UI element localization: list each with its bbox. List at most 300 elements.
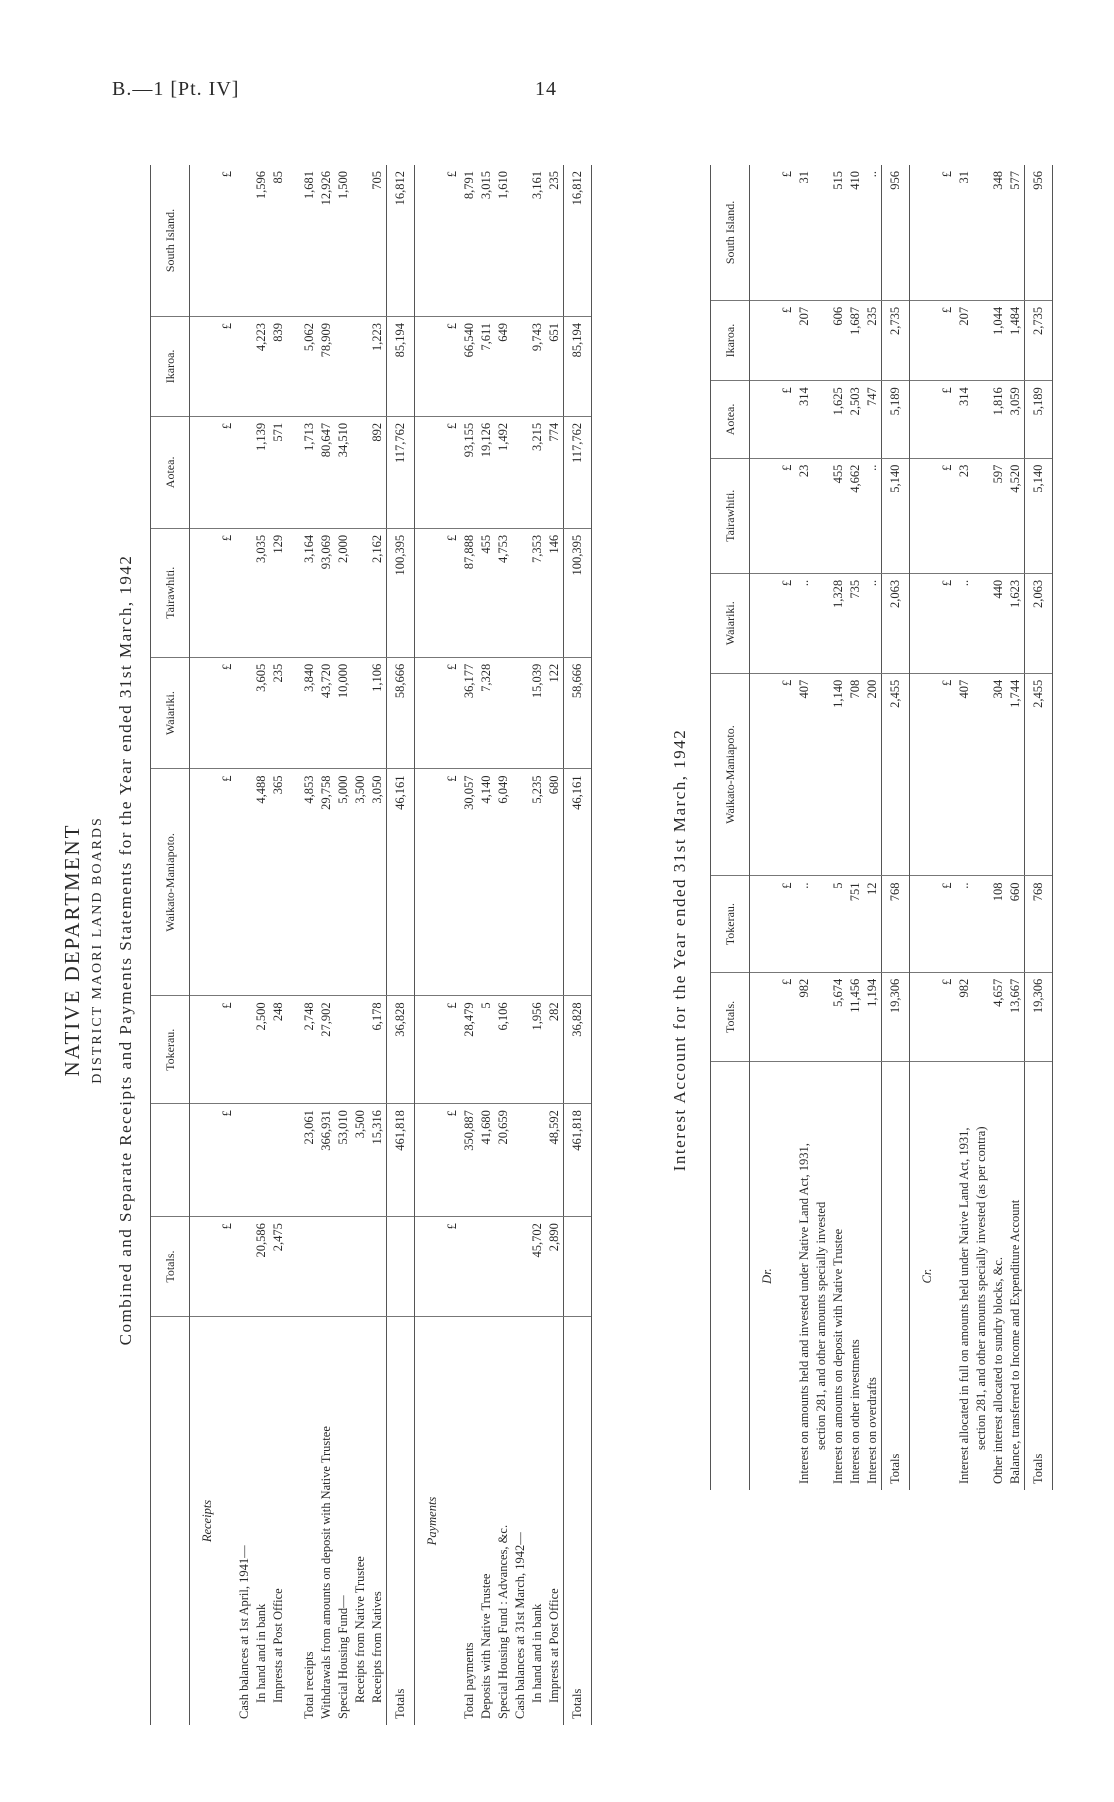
row-label: Interest on amounts on deposit with Native Trustee (831, 1228, 845, 1484)
empty-cell (910, 876, 937, 972)
row-label: Balance, transferred to Income and Expenditure Account (1008, 1199, 1022, 1484)
rotated-content (40, 120, 1080, 1780)
row-label: Cash balances at 1st April, 1941— (237, 1545, 251, 1719)
value-cell: 705 (369, 165, 387, 316)
value-cell: 93,069 (318, 528, 335, 657)
page-reference: B.—1 [Pt. IV] (112, 78, 240, 100)
value-cell (352, 657, 369, 769)
value-cell: 350,887 (461, 1104, 478, 1217)
column-header (151, 1317, 190, 1726)
value-cell: 19,126 (478, 416, 495, 528)
value-cell: £ (936, 165, 956, 300)
value-cell (973, 573, 990, 673)
table-row (529, 165, 546, 1725)
table-row (352, 165, 369, 1725)
value-cell: 12 (864, 876, 882, 972)
value-cell (335, 996, 352, 1104)
value-cell: 440 (990, 573, 1007, 673)
empty-cell (415, 165, 442, 316)
value-cell: 46,161 (564, 769, 592, 996)
table-row (973, 165, 990, 1490)
value-cell: 577 (1007, 165, 1025, 300)
value-cell (270, 1104, 287, 1217)
value-cell: 41,680 (478, 1104, 495, 1217)
table-row (495, 165, 512, 1725)
value-cell: 2,475 (270, 1217, 287, 1317)
value-cell: 7,328 (478, 657, 495, 769)
value-cell: .. (796, 876, 813, 972)
spacer-row (287, 165, 301, 1725)
empty-cell (415, 528, 442, 657)
value-cell: 66,540 (461, 316, 478, 416)
value-cell: £ (936, 381, 956, 458)
value-cell: £ (216, 316, 236, 416)
value-cell: 515 (830, 165, 847, 300)
column-header: Aotea. (711, 381, 750, 458)
value-cell: 768 (882, 876, 910, 972)
value-cell (335, 1217, 352, 1317)
column-header: Waikato-Maniapoto. (711, 673, 750, 876)
value-cell: 1,956 (529, 996, 546, 1104)
value-cell: 1,625 (830, 381, 847, 458)
value-cell: 892 (369, 416, 387, 528)
column-header: South Island. (711, 165, 750, 300)
empty-cell (287, 996, 301, 1104)
value-cell (236, 416, 253, 528)
value-cell: 45,702 (529, 1217, 546, 1317)
value-cell: 956 (882, 165, 910, 300)
receipts-table-body (190, 165, 592, 1725)
value-cell: 4,520 (1007, 458, 1025, 573)
value-cell (236, 996, 253, 1104)
column-header: Tairawhiti. (151, 528, 190, 657)
value-cell: 200 (864, 673, 882, 876)
value-cell: .. (864, 458, 882, 573)
value-cell: 117,762 (387, 416, 415, 528)
totals-row (1025, 165, 1053, 1490)
empty-cell (287, 165, 301, 316)
value-cell (512, 1217, 529, 1317)
value-cell (236, 657, 253, 769)
value-cell: 31 (956, 165, 973, 300)
table-row (253, 165, 270, 1725)
value-cell: 1,500 (335, 165, 352, 316)
table-row (335, 165, 352, 1725)
value-cell: 8,791 (461, 165, 478, 316)
column-header (151, 1104, 190, 1217)
value-cell: £ (936, 972, 956, 1061)
empty-cell (287, 657, 301, 769)
row-label: Special Housing Fund : Advances, &c. (496, 1524, 510, 1719)
empty-cell (287, 1104, 301, 1217)
value-cell: 3,840 (301, 657, 318, 769)
value-cell (813, 458, 830, 573)
value-cell: 660 (1007, 876, 1025, 972)
section-heading-row (910, 165, 937, 1490)
totals-row (882, 165, 910, 1490)
value-cell (236, 316, 253, 416)
column-header: Aotea. (151, 416, 190, 528)
value-cell: 3,015 (478, 165, 495, 316)
value-cell: 100,395 (387, 528, 415, 657)
value-cell: .. (956, 876, 973, 972)
value-cell: 30,057 (461, 769, 478, 996)
value-cell: 5,189 (882, 381, 910, 458)
value-cell: 23,061 (301, 1104, 318, 1217)
value-cell: £ (216, 657, 236, 769)
value-cell: £ (776, 381, 796, 458)
value-cell: 407 (956, 673, 973, 876)
value-cell (352, 1217, 369, 1317)
value-cell (236, 165, 253, 316)
value-cell (512, 996, 529, 1104)
value-cell: 747 (864, 381, 882, 458)
table-row (864, 165, 882, 1490)
value-cell: 839 (270, 316, 287, 416)
value-cell: 27,902 (318, 996, 335, 1104)
value-cell: £ (776, 573, 796, 673)
value-cell: 58,666 (387, 657, 415, 769)
page-number: 14 (535, 78, 557, 100)
value-cell: £ (441, 165, 461, 316)
value-cell: 1,492 (495, 416, 512, 528)
value-cell: 100,395 (564, 528, 592, 657)
value-cell (352, 416, 369, 528)
value-cell (352, 165, 369, 316)
value-cell: 4,853 (301, 769, 318, 996)
empty-cell (287, 316, 301, 416)
value-cell: 4,753 (495, 528, 512, 657)
value-cell: 1,744 (1007, 673, 1025, 876)
value-cell: 5,000 (335, 769, 352, 996)
value-cell: 455 (478, 528, 495, 657)
receipts-payments-table (150, 165, 592, 1725)
row-label: Total payments (462, 1642, 476, 1719)
value-cell: 7,353 (529, 528, 546, 657)
value-cell: 15,316 (369, 1104, 387, 1217)
value-cell: 4,488 (253, 769, 270, 996)
value-cell: £ (216, 1217, 236, 1317)
value-cell: 2,735 (1025, 300, 1053, 380)
value-cell: 1,687 (847, 300, 864, 380)
empty-cell (287, 528, 301, 657)
value-cell: 1,106 (369, 657, 387, 769)
value-cell: 28,479 (461, 996, 478, 1104)
row-label (936, 1062, 956, 1491)
row-label: Totals (882, 1062, 910, 1491)
value-cell (973, 458, 990, 573)
row-label: Interest on overdrafts (865, 1377, 879, 1484)
table-row (512, 165, 529, 1725)
value-cell: 3,215 (529, 416, 546, 528)
value-cell: 3,050 (369, 769, 387, 996)
table-row (318, 165, 335, 1725)
value-cell (512, 316, 529, 416)
value-cell: £ (216, 528, 236, 657)
value-cell: £ (936, 300, 956, 380)
currency-unit-row (936, 165, 956, 1490)
value-cell: .. (956, 573, 973, 673)
row-label: Other interest allocated to sundry blocks, &c. (991, 1256, 1005, 1484)
value-cell: 11,456 (847, 972, 864, 1061)
value-cell: £ (936, 876, 956, 972)
value-cell: 982 (956, 972, 973, 1061)
receipts-title: Combined and Separate Receipts and Payments Statements for the Year ended 31st March, 1942 (116, 554, 135, 1346)
row-label: Special Housing Fund— (336, 1595, 350, 1719)
value-cell: 93,155 (461, 416, 478, 528)
value-cell: 3,059 (1007, 381, 1025, 458)
row-label: Totals (1025, 1062, 1053, 1491)
value-cell: 85 (270, 165, 287, 316)
value-cell: 1,194 (864, 972, 882, 1061)
row-label: Imprests at Post Office (547, 1588, 561, 1703)
row-label (216, 1317, 236, 1726)
value-cell: £ (216, 1104, 236, 1217)
value-cell (564, 1217, 592, 1317)
value-cell: 85,194 (387, 316, 415, 416)
value-cell: 3,164 (301, 528, 318, 657)
value-cell: 407 (796, 673, 813, 876)
row-label: In hand and in bank (254, 1603, 268, 1703)
value-cell: 2,735 (882, 300, 910, 380)
interest-account-table (710, 165, 1053, 1490)
value-cell: 235 (270, 657, 287, 769)
value-cell: 1,713 (301, 416, 318, 528)
table-row (270, 165, 287, 1725)
value-cell (512, 416, 529, 528)
value-cell: 1,816 (990, 381, 1007, 458)
interest-table-header-row (711, 165, 750, 1490)
value-cell: 1,140 (830, 673, 847, 876)
value-cell: £ (776, 458, 796, 573)
value-cell: 1,610 (495, 165, 512, 316)
row-label: section 281, and other amounts specially invested (as per contra) (974, 1126, 988, 1450)
row-label: Receipts from Natives (370, 1591, 384, 1703)
value-cell: 348 (990, 165, 1007, 300)
value-cell: 1,044 (990, 300, 1007, 380)
value-cell: 23 (956, 458, 973, 573)
value-cell: 455 (830, 458, 847, 573)
value-cell: 1,139 (253, 416, 270, 528)
value-cell: 5,674 (830, 972, 847, 1061)
table-row (236, 165, 253, 1725)
value-cell: £ (441, 657, 461, 769)
empty-cell (910, 573, 937, 673)
value-cell (236, 1104, 253, 1217)
totals-row (564, 165, 592, 1725)
value-cell: 43,720 (318, 657, 335, 769)
value-cell: 20,659 (495, 1104, 512, 1217)
rotated-page-body (40, 120, 1080, 1780)
column-header: Waiariki. (711, 573, 750, 673)
value-cell: 571 (270, 416, 287, 528)
value-cell (335, 316, 352, 416)
value-cell: £ (776, 300, 796, 380)
empty-cell (190, 165, 217, 316)
value-cell: 2,455 (1025, 673, 1053, 876)
value-cell: 1,596 (253, 165, 270, 316)
value-cell (512, 528, 529, 657)
empty-cell (910, 300, 937, 380)
value-cell: 5,140 (1025, 458, 1053, 573)
value-cell: 85,194 (564, 316, 592, 416)
column-header: Tokerau. (151, 996, 190, 1104)
value-cell: 4,657 (990, 972, 1007, 1061)
value-cell: 31 (796, 165, 813, 300)
row-label: Withdrawals from amounts on deposit with Native Trustee (319, 1426, 333, 1719)
table-row (796, 165, 813, 1490)
value-cell: 2,503 (847, 381, 864, 458)
value-cell: 248 (270, 996, 287, 1104)
value-cell: 15,039 (529, 657, 546, 769)
row-label: Totals (564, 1317, 592, 1726)
value-cell: £ (441, 769, 461, 996)
value-cell: £ (936, 673, 956, 876)
row-label: Receipts from Native Trustee (353, 1556, 367, 1703)
value-cell (495, 657, 512, 769)
value-cell: 2,000 (335, 528, 352, 657)
column-header (711, 1062, 750, 1491)
value-cell (352, 996, 369, 1104)
value-cell: 735 (847, 573, 864, 673)
value-cell (813, 573, 830, 673)
value-cell (973, 673, 990, 876)
value-cell: 20,586 (253, 1217, 270, 1317)
section-heading-row (415, 165, 442, 1725)
table-row (830, 165, 847, 1490)
value-cell: 117,762 (564, 416, 592, 528)
value-cell: 365 (270, 769, 287, 996)
value-cell: £ (441, 1217, 461, 1317)
value-cell: £ (936, 458, 956, 573)
value-cell (813, 673, 830, 876)
value-cell: 410 (847, 165, 864, 300)
empty-cell (287, 1217, 301, 1317)
empty-cell (750, 972, 777, 1061)
row-label (441, 1317, 461, 1726)
value-cell: 651 (546, 316, 564, 416)
empty-cell (190, 657, 217, 769)
column-header: Waiariki. (151, 657, 190, 769)
value-cell: 5,235 (529, 769, 546, 996)
value-cell: £ (441, 1104, 461, 1217)
value-cell: 2,455 (882, 673, 910, 876)
value-cell: 956 (1025, 165, 1053, 300)
value-cell (973, 972, 990, 1061)
value-cell: 78,909 (318, 316, 335, 416)
empty-cell (287, 769, 301, 996)
value-cell (236, 528, 253, 657)
empty-cell (190, 996, 217, 1104)
value-cell: 768 (1025, 876, 1053, 972)
value-cell: 4,140 (478, 769, 495, 996)
value-cell: 53,010 (335, 1104, 352, 1217)
value-cell: 48,592 (546, 1104, 564, 1217)
value-cell (973, 300, 990, 380)
row-label: In hand and in bank (530, 1603, 544, 1703)
currency-unit-row (216, 165, 236, 1725)
value-cell: 129 (270, 528, 287, 657)
section-heading-row (190, 165, 217, 1725)
empty-cell (415, 769, 442, 996)
empty-cell (750, 673, 777, 876)
value-cell: 23 (796, 458, 813, 573)
value-cell: 461,818 (387, 1104, 415, 1217)
value-cell: 6,049 (495, 769, 512, 996)
value-cell: 5,140 (882, 458, 910, 573)
subtitle-heading: DISTRICT MAORI LAND BOARDS (90, 816, 105, 1084)
value-cell: 5,062 (301, 316, 318, 416)
value-cell: 2,063 (882, 573, 910, 673)
value-cell: 29,758 (318, 769, 335, 996)
empty-cell (750, 165, 777, 300)
column-header: Ikaroa. (151, 316, 190, 416)
value-cell: .. (796, 573, 813, 673)
department-heading: NATIVE DEPARTMENT (60, 823, 84, 1077)
currency-unit-row (441, 165, 461, 1725)
empty-cell (190, 769, 217, 996)
value-cell: 5,189 (1025, 381, 1053, 458)
value-cell: 5 (830, 876, 847, 972)
value-cell: 122 (546, 657, 564, 769)
value-cell (512, 1104, 529, 1217)
value-cell: 649 (495, 316, 512, 416)
value-cell: 235 (546, 165, 564, 316)
row-label: Totals (387, 1317, 415, 1726)
table-row (369, 165, 387, 1725)
column-header: Totals. (151, 1217, 190, 1317)
value-cell: 108 (990, 876, 1007, 972)
table-row (1007, 165, 1025, 1490)
value-cell: 207 (956, 300, 973, 380)
column-header: Tokerau. (711, 876, 750, 972)
empty-cell (750, 458, 777, 573)
value-cell (461, 1217, 478, 1317)
value-cell: 36,828 (387, 996, 415, 1104)
value-cell: 3,605 (253, 657, 270, 769)
value-cell: 12,926 (318, 165, 335, 316)
value-cell: 3,500 (352, 769, 369, 996)
totals-row (387, 165, 415, 1725)
value-cell (352, 316, 369, 416)
row-label: Interest on amounts held and invested under Native Land Act, 1931, (797, 1143, 811, 1484)
value-cell (813, 300, 830, 380)
value-cell: £ (216, 996, 236, 1104)
interest-table-body (750, 165, 1053, 1490)
table-row (847, 165, 864, 1490)
value-cell (512, 165, 529, 316)
empty-cell (910, 673, 937, 876)
value-cell (973, 381, 990, 458)
row-label: section 281, and other amounts specially invested (814, 1201, 828, 1450)
value-cell: 366,931 (318, 1104, 335, 1217)
value-cell: 146 (546, 528, 564, 657)
value-cell: 282 (546, 996, 564, 1104)
column-header: Totals. (711, 972, 750, 1061)
value-cell (813, 876, 830, 972)
value-cell: £ (776, 876, 796, 972)
row-label (776, 1062, 796, 1491)
value-cell (813, 165, 830, 300)
empty-cell (910, 458, 937, 573)
table-row (813, 165, 830, 1490)
receipts-table-header-row (151, 165, 190, 1725)
value-cell: 2,063 (1025, 573, 1053, 673)
value-cell: £ (936, 573, 956, 673)
interest-title: Interest Account for the Year ended 31st March, 1942 (670, 728, 689, 1172)
value-cell: 235 (864, 300, 882, 380)
value-cell (236, 1217, 253, 1317)
